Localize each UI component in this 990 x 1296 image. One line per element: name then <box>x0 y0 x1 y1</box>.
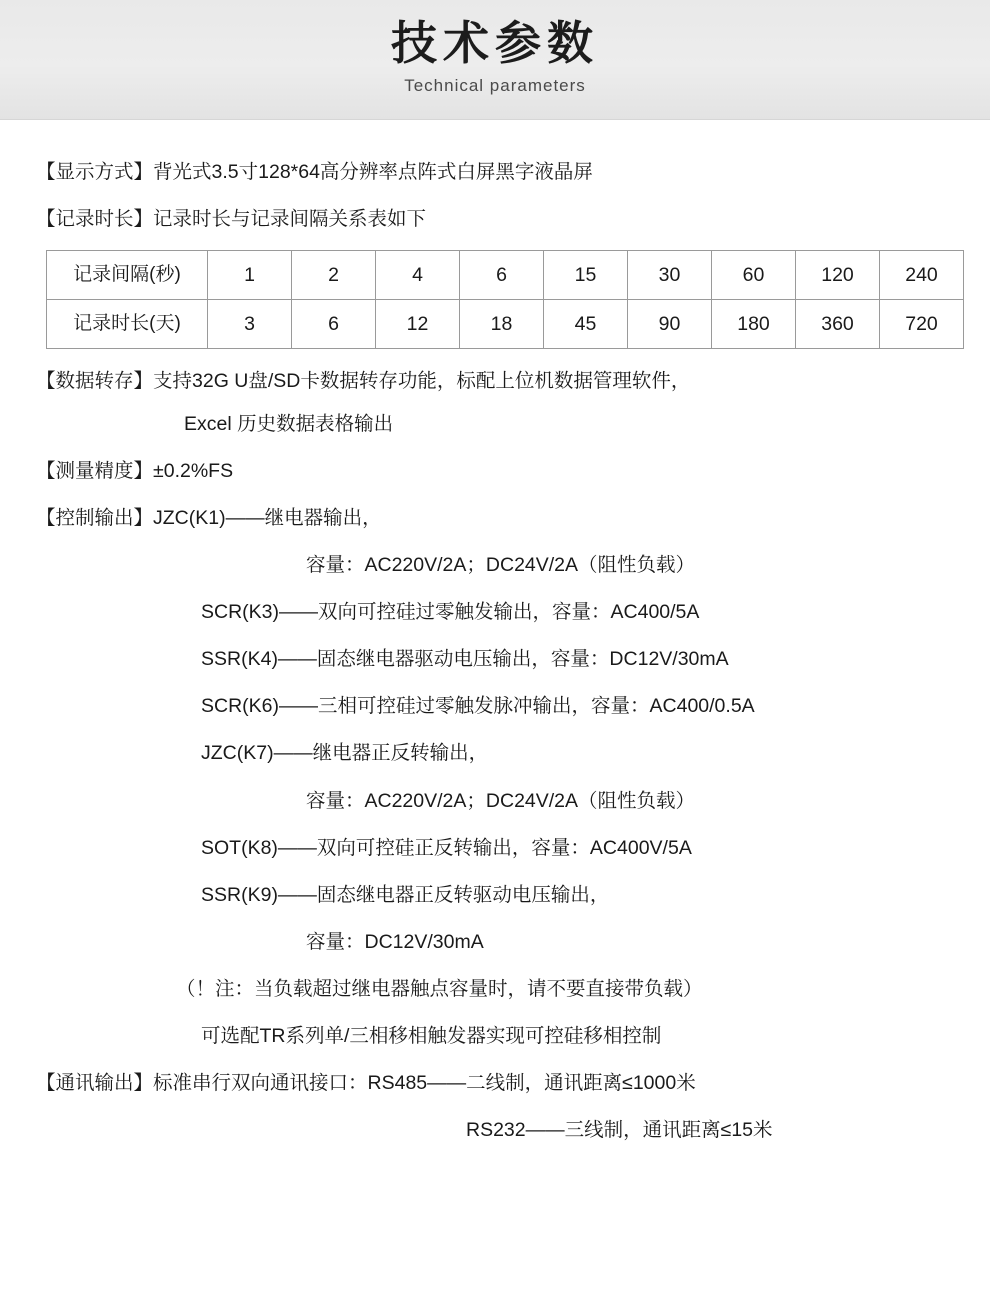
table-cell-duration-2: 12 <box>376 300 460 349</box>
table-cell-interval-4: 15 <box>544 251 628 300</box>
spec-control-output-line12: 可选配TR系列单/三相移相触发器实现可控硅移相控制 <box>201 1024 662 1047</box>
table-cell-duration-3: 18 <box>460 300 544 349</box>
spec-record-time-value: 记录时长与记录间隔关系表如下 <box>153 208 427 231</box>
table-cell-duration-8: 720 <box>880 300 964 349</box>
spec-display-label: 【显示方式】 <box>36 161 154 183</box>
spec-control-output-line4: SSR(K4)——固态继电器驱动电压输出，容量：DC12V/30mA <box>201 648 729 671</box>
spec-display-value: 背光式3.5寸128*64高分辨率点阵式白屏黑字液晶屏 <box>153 161 593 183</box>
spec-comm-output-line2: RS232——三线制，通讯距离≤15米 <box>466 1118 773 1141</box>
page-header-banner <box>0 0 990 120</box>
spec-control-output-line1: JZC(K1)——继电器输出， <box>153 507 382 530</box>
spec-control-output-label: 【控制输出】 <box>36 507 154 530</box>
spec-accuracy-label: 【测量精度】 <box>36 460 154 483</box>
spec-control-output-note-row <box>36 971 954 1008</box>
spec-control-output-line4-row <box>36 641 954 678</box>
spec-control-output-line2-row <box>36 547 954 584</box>
spec-comm-output-label: 【通讯输出】 <box>36 1071 154 1094</box>
table-cell-duration-6: 180 <box>712 300 796 349</box>
spec-control-output-line12-row <box>36 1018 954 1055</box>
table-cell-interval-3: 6 <box>460 251 544 300</box>
spec-control-output-line9-row <box>36 877 954 914</box>
specs-content <box>0 120 990 1149</box>
table-row <box>47 300 964 349</box>
spec-control-output-line7-row <box>36 783 954 820</box>
table-cell-duration-7: 360 <box>796 300 880 349</box>
spec-accuracy-row <box>36 453 954 490</box>
table-row <box>47 251 964 300</box>
table-cell-duration-5: 90 <box>628 300 712 349</box>
table-row-header-interval: 记录间隔(秒) <box>47 251 208 300</box>
spec-control-output-row <box>36 500 954 537</box>
spec-control-output-line10: 容量：DC12V/30mA <box>306 930 484 953</box>
spec-control-output-line3-row <box>36 594 954 631</box>
page-title: 技术参数 <box>391 17 599 69</box>
spec-control-output-line10-row <box>36 924 954 961</box>
spec-control-output-line3: SCR(K3)——双向可控硅过零触发输出，容量：AC400/5A <box>201 601 700 624</box>
spec-control-output-line8: SOT(K8)——双向可控硅正反转输出，容量：AC400V/5A <box>201 836 692 859</box>
spec-accuracy-value: ±0.2%FS <box>153 460 234 483</box>
table-cell-duration-4: 45 <box>544 300 628 349</box>
record-interval-table <box>46 250 964 349</box>
table-cell-interval-0: 1 <box>208 251 292 300</box>
spec-data-transfer-value: 支持32G U盘/SD卡数据转存功能，标配上位机数据管理软件， <box>153 370 691 393</box>
spec-data-transfer-row <box>36 363 954 400</box>
page-subtitle: Technical parameters <box>404 76 586 95</box>
table-cell-interval-1: 2 <box>292 251 376 300</box>
spec-control-output-line6: JZC(K7)——继电器正反转输出， <box>201 742 489 765</box>
table-cell-duration-0: 3 <box>208 300 292 349</box>
table-cell-interval-7: 120 <box>796 251 880 300</box>
spec-control-output-line7: 容量：AC220V/2A；DC24V/2A（阻性负载） <box>306 789 696 812</box>
spec-control-output-line9: SSR(K9)——固态继电器正反转驱动电压输出， <box>201 883 610 906</box>
spec-record-time-row <box>36 201 954 238</box>
spec-comm-output-line1: 标准串行双向通讯接口：RS485——二线制，通讯距离≤1000米 <box>153 1071 696 1094</box>
table-row-header-duration: 记录时长(天) <box>47 300 208 349</box>
spec-comm-output-row <box>36 1065 954 1102</box>
spec-display-row <box>36 154 954 191</box>
table-cell-duration-1: 6 <box>292 300 376 349</box>
spec-data-transfer-label: 【数据转存】 <box>36 370 154 393</box>
table-cell-interval-5: 30 <box>628 251 712 300</box>
table-cell-interval-6: 60 <box>712 251 796 300</box>
spec-control-output-line2: 容量：AC220V/2A；DC24V/2A（阻性负载） <box>306 554 696 577</box>
spec-record-time-label: 【记录时长】 <box>36 208 154 231</box>
table-cell-interval-8: 240 <box>880 251 964 300</box>
spec-control-output-line6-row <box>36 735 954 772</box>
spec-data-transfer-row-2 <box>36 406 954 443</box>
table-cell-interval-2: 4 <box>376 251 460 300</box>
spec-control-output-line8-row <box>36 830 954 867</box>
spec-control-output-line5: SCR(K6)——三相可控硅过零触发脉冲输出，容量：AC400/0.5A <box>201 695 755 718</box>
spec-data-transfer-value-2: Excel 历史数据表格输出 <box>184 413 394 436</box>
spec-comm-output-line2-row <box>36 1112 954 1149</box>
spec-control-output-line5-row <box>36 688 954 725</box>
spec-control-output-note: （！注：当负载超过继电器触点容量时，请不要直接带负载） <box>176 977 703 1000</box>
